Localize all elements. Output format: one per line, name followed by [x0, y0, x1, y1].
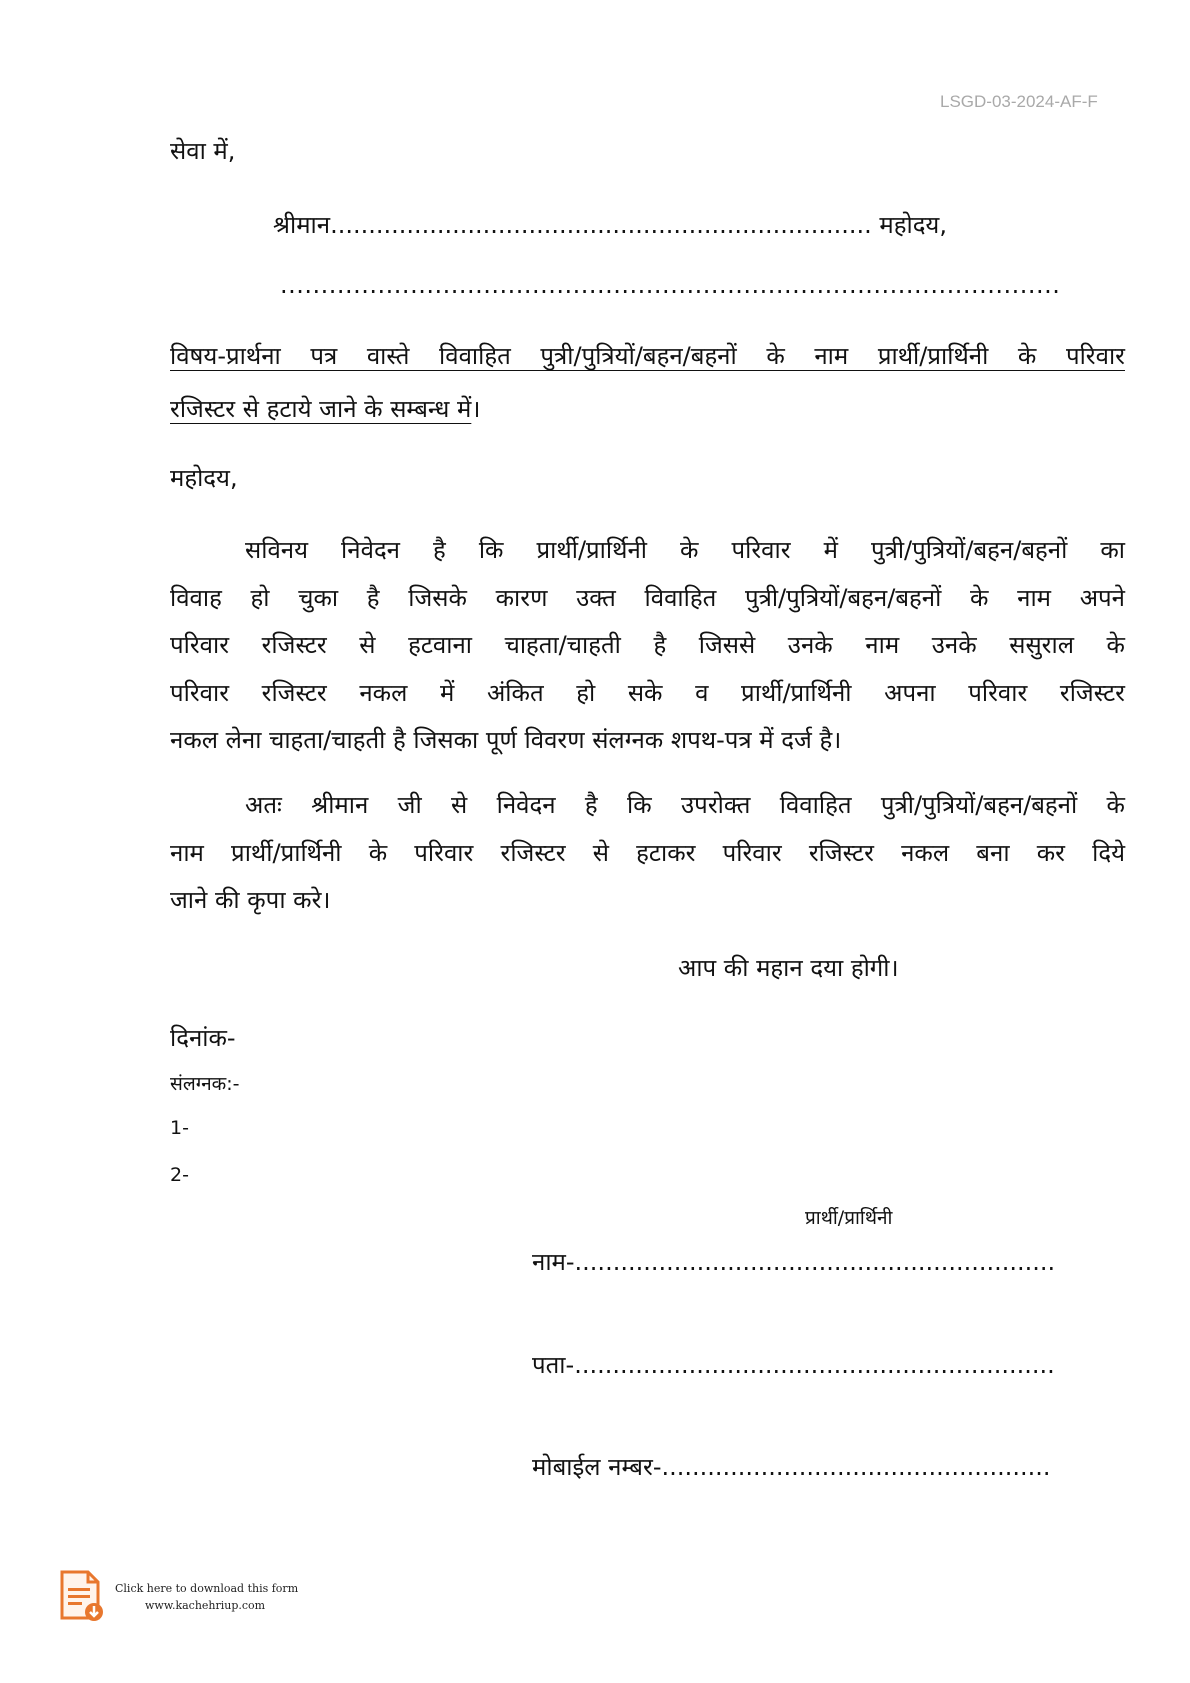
download-document-icon[interactable]: [58, 1570, 106, 1622]
address-field: पता-...............................................................: [532, 1351, 1055, 1379]
enclosure-item-1: 1-: [170, 1117, 189, 1139]
paragraph-1: [170, 527, 1125, 765]
date-label: दिनांक-: [170, 1024, 236, 1052]
subject-line-1: विषय-प्रार्थना पत्र वास्ते विवाहित पुत्री/पुत्रियों/बहन/बहनों के नाम प्रार्थी/प्रार्थिनी के परिवार: [170, 342, 1125, 370]
paragraph-line: सविनय निवेदन है कि प्रार्थी/प्रार्थिनी के परिवार में पुत्री/पुत्रियों/बहन/बहनों का: [245, 536, 1125, 564]
mobile-field: मोबाईल नम्बर-...................................................: [532, 1453, 1051, 1481]
name-field: नाम-...............................................................: [532, 1248, 1056, 1276]
download-link-text[interactable]: Click here to download this form: [115, 1582, 299, 1595]
paragraph-line: परिवार रजिस्टर से हटवाना चाहता/चाहती है जिससे उनके नाम उनके ससुराल के: [170, 631, 1125, 659]
enclosure-label: संलग्नक:-: [170, 1073, 240, 1095]
recipient-line: श्रीमान....................................................................... महोदय,: [273, 211, 947, 239]
paragraph-line: नकल लेना चाहता/चाहती है जिसका पूर्ण विवरण संलग्नक शपथ-पत्र में दर्ज है।: [170, 726, 842, 754]
paragraph-line: नाम प्रार्थी/प्रार्थिनी के परिवार रजिस्टर से हटाकर परिवार रजिस्टर नकल बना कर दिये: [170, 838, 1125, 867]
paragraph-2: [170, 782, 1125, 925]
subject: [170, 330, 1125, 436]
paragraph-line: परिवार रजिस्टर नकल में अंकित हो सके व प्रार्थी/प्रार्थिनी अपना परिवार रजिस्टर: [170, 678, 1125, 707]
closing-line: आप की महान दया होगी।: [678, 954, 899, 982]
download-link[interactable]: [115, 1580, 298, 1614]
paragraph-line: जाने की कृपा करे।: [170, 886, 331, 914]
paragraph-line: विवाह हो चुका है जिसके कारण उक्त विवाहित पुत्री/पुत्रियों/बहन/बहनों के नाम अपने: [170, 583, 1125, 612]
greeting: महोदय,: [170, 464, 238, 492]
document-code: LSGD-03-2024-AF-F: [940, 92, 1098, 111]
salutation-to: सेवा में,: [170, 137, 236, 165]
website-url[interactable]: www.kachehriup.com: [145, 1599, 266, 1612]
subject-line-2: रजिस्टर से हटाये जाने के सम्बन्ध में।: [170, 395, 481, 423]
paragraph-line: अतः श्रीमान जी से निवेदन है कि उपरोक्त विवाहित पुत्री/पुत्रियों/बहन/बहनों के: [245, 791, 1125, 819]
address-line: ................................................................................................: [280, 271, 1061, 299]
enclosure-item-2: 2-: [170, 1164, 189, 1186]
applicant-label: प्रार्थी/प्रार्थिनी: [805, 1207, 893, 1229]
